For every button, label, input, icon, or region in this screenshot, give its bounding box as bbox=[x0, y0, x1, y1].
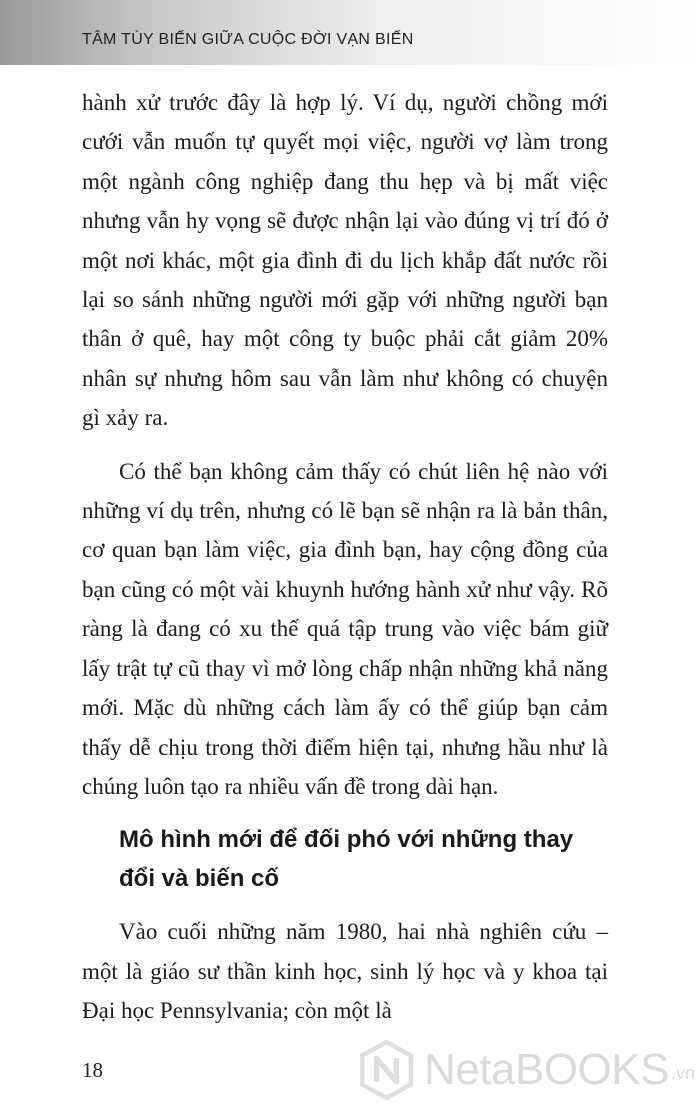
watermark-brand: NetaBOOKS bbox=[424, 1045, 669, 1094]
page-number: 18 bbox=[82, 1058, 103, 1082]
paragraph: Vào cuối những năm 1980, hai nhà nghiên cứu – một là giáo sư thần kinh học, sinh lý học và y khoa tại Đại học Pennsylvania; còn một là bbox=[82, 919, 608, 1024]
running-header-band bbox=[0, 0, 700, 65]
watermark bbox=[355, 1030, 695, 1110]
paragraph: Có thể bạn không cảm thấy có chút liên hệ nào với những ví dụ trên, nhưng có lẽ bạn sẽ nhận ra là bản thân, cơ quan bạn làm việc, gia đình bạn, hay cộng đồng của bạn cũng có một vài khuynh hướng hành xử như vậy. Rõ ràng là đang có xu thế quá tập trung vào việc bám giữ lấy trật tự cũ thay vì mở lòng chấp nhận những khả năng mới. Mặc dù những cách làm ấy có thể giúp bạn cảm thấy dễ chịu trong thời điểm hiện tại, nhưng hầu như là chúng luôn tạo ra nhiều vấn đề trong dài hạn. bbox=[82, 458, 608, 799]
section-heading: Mô hình mới để đối phó với những thay đổi và biến cố bbox=[119, 826, 574, 893]
paragraph-continued: hành xử trước đây là hợp lý. Ví dụ, người chồng mới cưới vẫn muốn tự quyết mọi việc, người vợ làm trong một ngành công nghiệp đang thu hẹp và bị mất việc nhưng vẫn hy vọng sẽ được nhận lại vào đúng vị trí đó ở một nơi khác, một gia đình đi du lịch khắp đất nước rồi lại so sánh những người mới gặp với những người bạn thân ở quê, hay một công ty buộc phải cắt giảm 20% nhân sự nhưng hôm sau vẫn làm như không có chuyện gì xảy ra. bbox=[82, 90, 608, 431]
running-header-title: TÂM TÙY BIẾN GIỮA CUỘC ĐỜI VẠN BIẾN bbox=[82, 31, 414, 48]
page-body bbox=[82, 83, 608, 1045]
watermark-suffix: .vn bbox=[670, 1063, 695, 1083]
netabooks-logo-icon bbox=[355, 1035, 418, 1105]
